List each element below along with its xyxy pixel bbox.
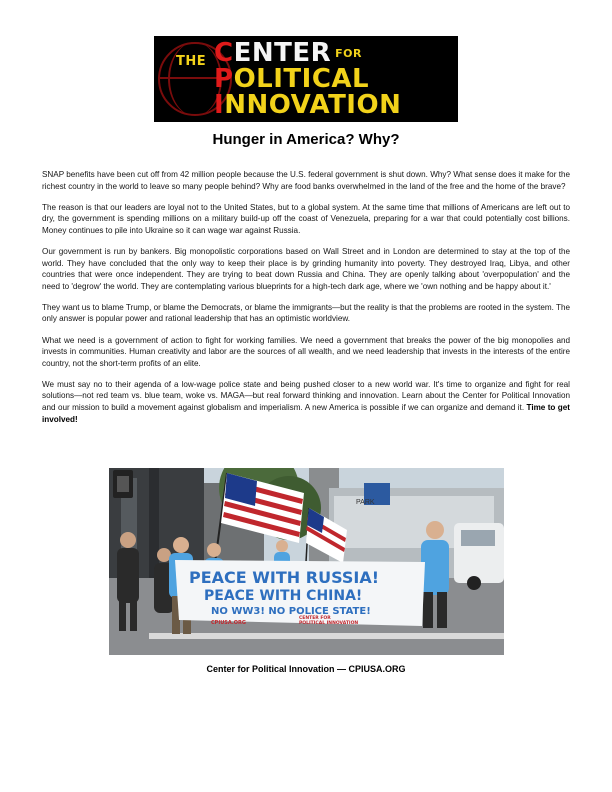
article-paragraph-final: We must say no to their agenda of a low-wage police state and being pushed closer to a new world war. It's time to organize and fight for real solutions—not red team vs. blue team, woke vs. MAGA—but real forward thinking and innovation. Learn about the Center for Political Innovation and our mission to build a movement against globalism and imperialism. A new America is possible if we can organize and demand it. Time to get involved!	[42, 379, 570, 424]
article-title: Hunger in America? Why?	[212, 131, 400, 148]
banner-org-line-1: CENTER FOR	[299, 616, 331, 621]
street-sign: PARK	[356, 499, 375, 506]
organization-logo	[154, 36, 458, 122]
banner-line-1: PEACE WITH RUSSIA!	[189, 568, 380, 587]
article-body	[42, 169, 570, 435]
article-paragraph: The reason is that our leaders are loyal not to the United States, but to a global system. At the same time that millions of Americans are left out to dry, the government is spending millions on a military build-up off the coast of Venezuela, preparing for a war that could potentially cost billions. Money continues to pile into Ukraine so it can wage war against Russia.	[42, 202, 570, 235]
banner-website: CPIUSA.ORG	[211, 620, 246, 626]
article-paragraph: What we need is a government of action to fight for working families. We need a government that breaks the power of the big monopolies and invests in communities. Human creativity and labor are the sources of all wealth, and we need leadership that invests in the interests of the entire country, not the short-term profits of an elite.	[42, 335, 570, 368]
article-paragraph: SNAP benefits have been cut off from 42 million people because the U.S. federal government is shut down. Why? What sense does it make for the richest country in the world to leave so many people behind? Why are food banks overwhelmed in the land of the free and the home of the brave?	[42, 170, 570, 191]
logo-line-innovation: INNOVATION	[214, 90, 402, 120]
logo-line-center: CENTER FOR	[214, 38, 362, 68]
logo-line-political: POLITICAL	[214, 64, 370, 94]
banner-line-3: NO WW3! NO POLICE STATE!	[211, 606, 371, 617]
banner-org-line-2: POLITICAL INNOVATION	[299, 621, 359, 626]
call-to-action: Time to get involved!	[42, 403, 570, 424]
photo-caption: Center for Political Innovation — CPIUSA.ORG	[206, 664, 406, 674]
rally-photo	[109, 468, 504, 655]
banner-line-2: PEACE WITH CHINA!	[204, 588, 363, 604]
logo-the: THE	[176, 54, 207, 69]
article-paragraph: Our government is run by bankers. Big monopolistic corporations based on Wall Street and in London are determined to stay at the top of the world. They have concluded that the only way to keep their place is by grinding humanity into poverty. They destroyed Iraq, Libya, and other countries that were once independent. They are trying to beat down Russia and China. They are openly talking about 'overpopulation' and the need to 'degrow' the world. They are contemplating various blueprints for a high-tech dark age, where we 'own nothing and be happy about it.'	[42, 246, 570, 291]
protest-banner	[175, 560, 425, 626]
article-paragraph: They want us to blame Trump, or blame the Democrats, or blame the immigrants—but the reality is that the problems are rooted in the system. The only answer is popular power and rational leadership that has an optimistic worldview.	[42, 302, 570, 324]
